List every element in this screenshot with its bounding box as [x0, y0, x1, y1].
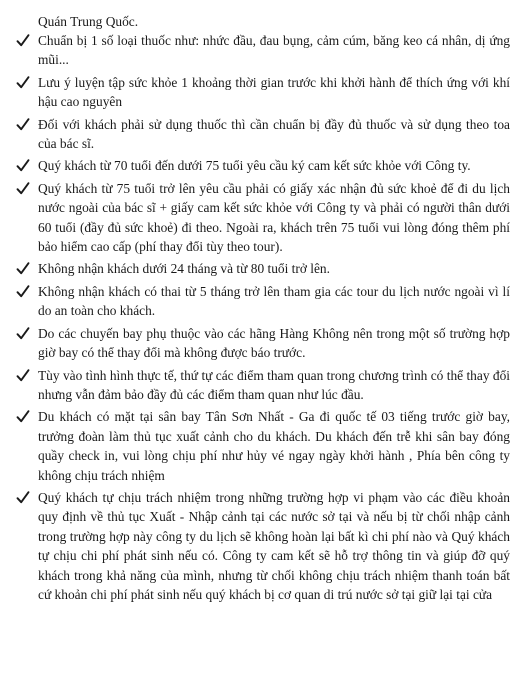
list-item-text: Quý khách tự chịu trách nhiệm trong những trường hợp vi phạm vào các điều khoản quy định về thủ tục Xuất - Nhập cảnh tại các nước sở tại và nếu bị từ chối nhập cảnh trong trường hợp này công ty du lịch sẽ không hoàn lại bất kì chi phí nào và Quý khách tự chịu chi phí phát sinh nếu có. Công ty cam kết sẽ hỗ trợ thông tin và giúp đỡ quý khách trong khả năng của mình, nhưng từ chối không chịu trách nhiệm thanh toán bất cứ khoản chi phí phát sinh nếu quý khách bị cơ quan di trú nước sở tại giữ lại tại cửa	[38, 489, 510, 602]
list-item	[0, 282, 525, 321]
list-item-text: Quý khách từ 70 tuổi đến dưới 75 tuổi yêu cầu ký cam kết sức khỏe với Công ty.	[38, 158, 471, 174]
check-mark-icon	[16, 282, 30, 301]
list-item-text: Không nhận khách có thai từ 5 tháng trở lên tham gia các tour du lịch nước ngoài vì lí do an toàn cho khách.	[38, 283, 510, 319]
list-item	[0, 115, 525, 154]
list-item-text: Tùy vào tình hình thực tế, thứ tự các điểm tham quan trong chương trình có thể thay đổi nhưng vẫn đảm bảo đầy đủ các điểm tham quan như lúc đầu.	[38, 367, 510, 402]
list-item	[0, 407, 525, 485]
check-mark-icon	[16, 259, 30, 278]
list-item	[0, 488, 525, 604]
list-item-text: Quý khách từ 75 tuổi trở lên yêu cầu phải có giấy xác nhận đủ sức khoẻ để đi du lịch nước ngoài của bác sĩ + giấy cam kết sức khỏe với Công ty và phải có người thân dưới 60 tuổi (đầy đủ sức khoẻ) đi theo. Ngoài ra, khách trên 75 tuổi vui lòng đóng thêm phí bảo hiểm cao cấp (phí thay đổi tùy theo tour).	[38, 180, 510, 255]
check-mark-icon	[16, 115, 30, 134]
check-mark-icon	[16, 324, 30, 343]
list-item	[0, 73, 525, 112]
list-item-text: Do các chuyến bay phụ thuộc vào các hãng Hàng Không nên trong một số trường hợp giờ bay có thể thay đổi mà không được báo trước.	[38, 325, 510, 361]
list-item	[0, 259, 525, 278]
list-item-text: Chuẩn bị 1 số loại thuốc như: nhức đầu, đau bụng, cảm cúm, băng keo cá nhân, dị ứng mũi...	[38, 33, 510, 68]
list-item	[0, 324, 525, 363]
list-item	[0, 31, 525, 70]
check-mark-icon	[16, 73, 30, 92]
list-item	[0, 179, 525, 257]
list-item	[0, 366, 525, 405]
check-mark-icon	[16, 156, 30, 175]
check-mark-icon	[16, 407, 30, 426]
check-mark-icon	[16, 366, 30, 385]
check-mark-icon	[16, 488, 30, 507]
check-mark-icon	[16, 31, 30, 50]
checklist	[0, 31, 525, 607]
list-item-text: Lưu ý luyện tập sức khỏe 1 khoảng thời gian trước khi khởi hành để thích ứng với khí hậu cao nguyên	[38, 74, 510, 110]
list-item	[0, 156, 525, 175]
list-item-text: Du khách có mặt tại sân bay Tân Sơn Nhất - Ga đi quốc tế 03 tiếng trước giờ bay, trưởng đoàn làm thủ tục xuất cảnh cho du khách. Du khách đến trễ khi sân bay đóng quầy check in, vui lòng chịu phí như hủy vé ngay ngày khởi hành , Phía bên công ty không chịu trách nhiệm	[38, 409, 510, 483]
lead-text-line: Quán Trung Quốc.	[38, 14, 139, 29]
check-mark-icon	[16, 179, 30, 198]
list-item-text: Không nhận khách dưới 24 tháng và từ 80 tuổi trở lên.	[38, 261, 330, 277]
list-item-text: Đối với khách phải sử dụng thuốc thì cần chuẩn bị đầy đủ thuốc và sử dụng theo toa của bác sĩ.	[38, 116, 510, 152]
